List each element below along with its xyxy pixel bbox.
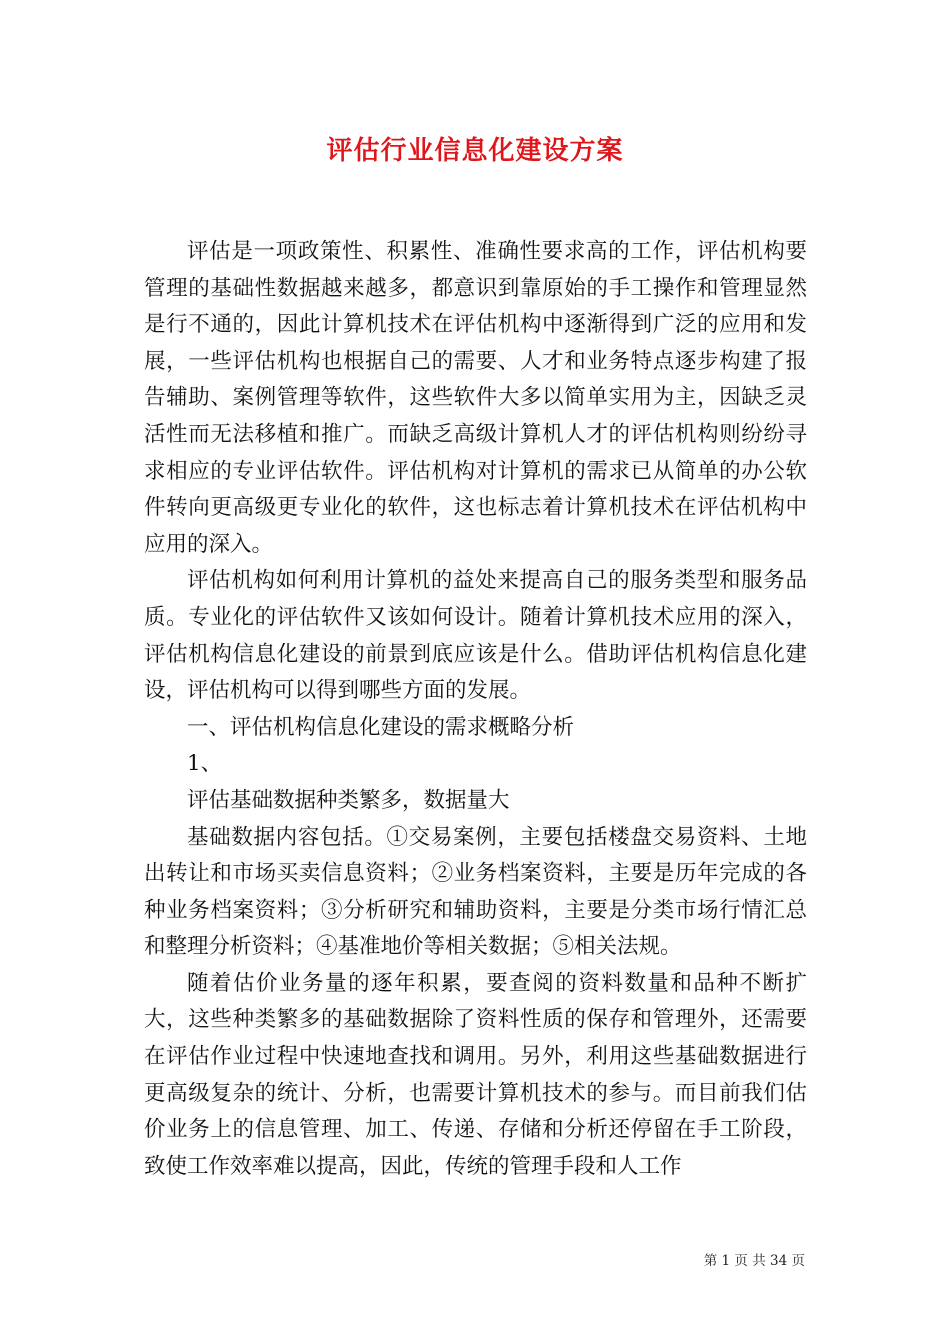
section-heading: 一、评估机构信息化建设的需求概略分析 <box>187 714 575 740</box>
page-number: 第 1 页 共 34 页 <box>703 1253 805 1269</box>
document-title: 评估行业信息化建设方案 <box>326 136 624 166</box>
paragraph-intro: 评估是一项政策性、积累性、准确性要求高的工作，评估机构要管理的基础性数据越来越多，都意识到靠原始的手工操作和管理显然是行不通的，因此计算机技术在评估机构中逐渐得到广泛的应用和发展，一些评估机构也根据自己的需要、人才和业务特点逐步构建了报告辅助、案例管理等软件，这些软件大多以简单实用为主，因缺乏灵活性而无法移植和推广。而缺乏高级计算机人才的评估机构则纷纷寻求相应的专业评估软件。评估机构对计算机的需求已从简单的办公软件转向更高级更专业化的软件，这也标志着计算机技术在评估机构中应用的深入。 <box>144 239 807 557</box>
paragraph-questions: 评估机构如何利用计算机的益处来提高自己的服务类型和服务品质。专业化的评估软件又该如何设计。随着计算机技术应用的深入，评估机构信息化建设的前景到底应该是什么。借助评估机构信息化建设，评估机构可以得到哪些方面的发展。 <box>144 568 807 704</box>
subsection-number: 1、 <box>187 751 223 777</box>
subsection-heading: 评估基础数据种类繁多，数据量大 <box>187 787 510 813</box>
paragraph-accumulation: 随着估价业务量的逐年积累，要查阅的资料数量和品种不断扩大，这些种类繁多的基础数据除了资料性质的保存和管理外，还需要在评估作业过程中快速地查找和调用。另外，利用这些基础数据进行更高级复杂的统计、分析，也需要计算机技术的参与。而目前我们估价业务上的信息管理、加工、传递、存储和分析还停留在手工阶段，致使工作效率难以提高，因此，传统的管理手段和人工作 <box>144 970 807 1179</box>
paragraph-data-contents: 基础数据内容包括。①交易案例，主要包括楼盘交易资料、土地出转让和市场买卖信息资料；②业务档案资料，主要是历年完成的各种业务档案资料；③分析研究和辅助资料，主要是分类市场行情汇总和整理分析资料；④基准地价等相关数据；⑤相关法规。 <box>144 824 807 960</box>
document-body <box>144 234 807 1185</box>
